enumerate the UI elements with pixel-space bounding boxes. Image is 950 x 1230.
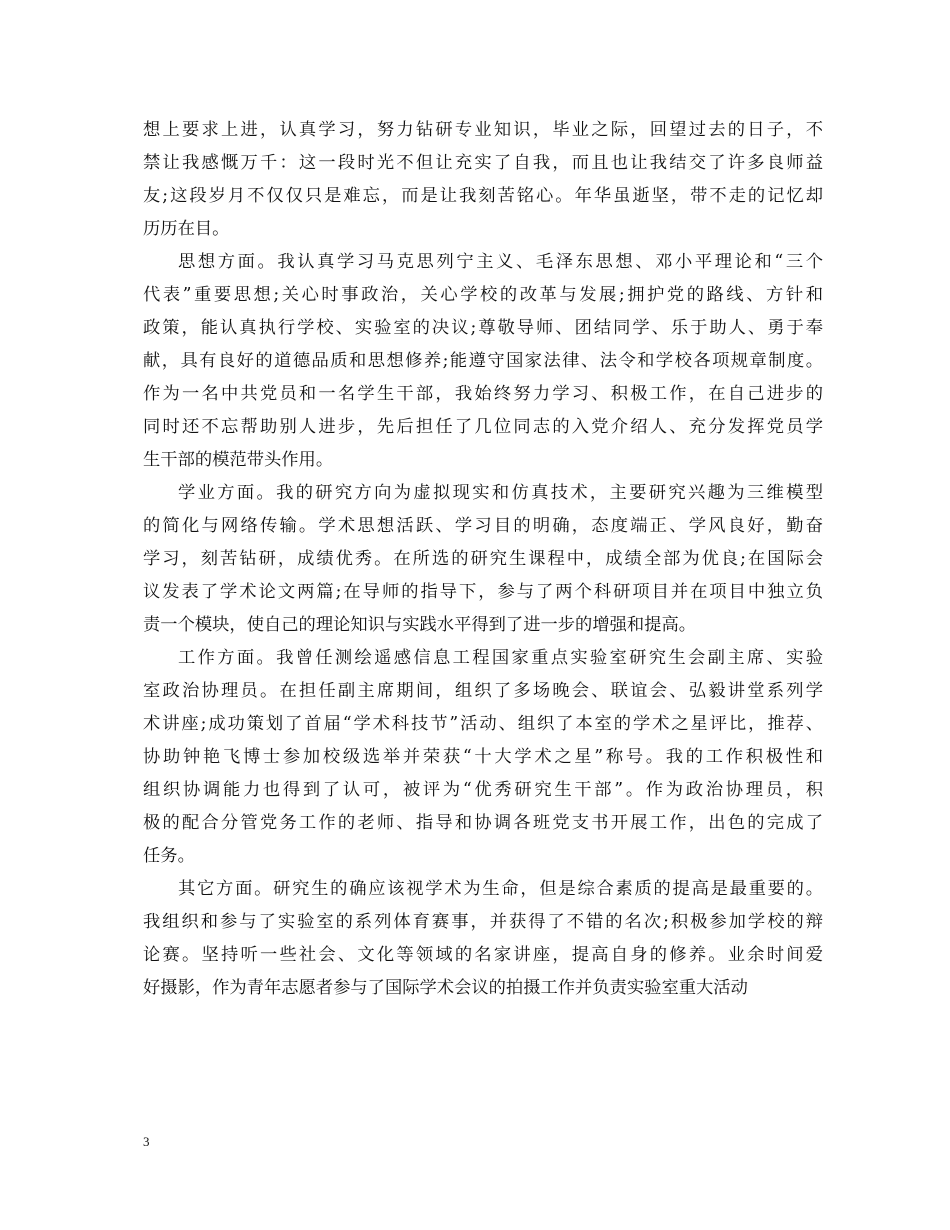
other-paragraph: [143, 873, 823, 1005]
text-line: 作为一名中共党员和一名学生干部，我始终努力学习、积极工作，在自己进步的: [143, 384, 823, 404]
text-line: 室政治协理员。在担任副主席期间，组织了多场晚会、联谊会、弘毅讲堂系列学: [143, 681, 823, 701]
text-line: 思想方面。我认真学习马克思列宁主义、毛泽东思想、邓小平理论和“三个: [178, 252, 823, 272]
text-line: 学习，刻苦钻研，成绩优秀。在所选的研究生课程中，成绩全部为优良;在国际会: [143, 549, 823, 569]
text-line: 友;这段岁月不仅仅只是难忘，而是让我刻苦铭心。年华虽逝坚，带不走的记忆却: [143, 186, 823, 206]
text-line: 想上要求上进，认真学习，努力钻研专业知识，毕业之际，回望过去的日子，不: [143, 120, 823, 140]
text-line: 历历在目。: [143, 219, 230, 239]
text-line: 责一个模块，使自己的理论知识与实践水平得到了进一步的增强和提高。: [143, 615, 697, 635]
text-line: 学业方面。我的研究方向为虚拟现实和仿真技术，主要研究兴趣为三维模型: [178, 483, 823, 503]
text-line: 同时还不忘帮助别人进步，先后担任了几位同志的入党介绍人、充分发挥党员学: [143, 417, 823, 437]
text-line: 极的配合分管党务工作的老师、指导和协调各班党支书开展工作，出色的完成了: [143, 813, 823, 833]
text-line: 工作方面。我曾任测绘遥感信息工程国家重点实验室研究生会副主席、实验: [178, 648, 823, 668]
text-line: 禁让我感慨万千：这一段时光不但让充实了自我，而且也让我结交了许多良师益: [143, 153, 823, 173]
text-line: 献，具有良好的道德品质和思想修养;能遵守国家法律、法令和学校各项规章制度。: [143, 351, 823, 371]
text-line: 任务。: [143, 846, 195, 866]
document-body: [143, 114, 823, 1005]
text-line: 论赛。坚持听一些社会、文化等领域的名家讲座，提高自身的修养。业余时间爱: [143, 945, 823, 965]
text-line: 政策，能认真执行学校、实验室的决议;尊敬导师、团结同学、乐于助人、勇于奉: [143, 318, 823, 338]
text-line: 的简化与网络传输。学术思想活跃、学习目的明确，态度端正、学风良好，勤奋: [143, 516, 823, 536]
page-number: 3: [143, 1134, 150, 1149]
text-line: 我组织和参与了实验室的系列体育赛事，并获得了不错的名次;积极参加学校的辩: [143, 912, 823, 932]
text-line: 协助钟艳飞博士参加校级选举并荣获“十大学术之星”称号。我的工作积极性和: [143, 747, 823, 767]
text-line: 代表”重要思想;关心时事政治，关心学校的改革与发展;拥护党的路线、方针和: [143, 285, 823, 305]
ideology-paragraph: [143, 246, 823, 477]
text-line: 生干部的模范带头作用。: [143, 450, 334, 470]
work-paragraph: [143, 642, 823, 873]
text-line: 好摄影，作为青年志愿者参与了国际学术会议的拍摄工作并负责实验室重大活动: [143, 978, 748, 998]
text-line: 其它方面。研究生的确应该视学术为生命，但是综合素质的提高是最重要的。: [178, 879, 823, 899]
academic-paragraph: [143, 477, 823, 642]
text-line: 议发表了学术论文两篇;在导师的指导下，参与了两个科研项目并在项目中独立负: [143, 582, 823, 602]
text-line: 术讲座;成功策划了首届“学术科技节”活动、组织了本室的学术之星评比，推荐、: [143, 714, 823, 734]
intro-paragraph: [143, 114, 823, 246]
text-line: 组织协调能力也得到了认可，被评为“优秀研究生干部”。作为政治协理员，积: [143, 780, 823, 800]
